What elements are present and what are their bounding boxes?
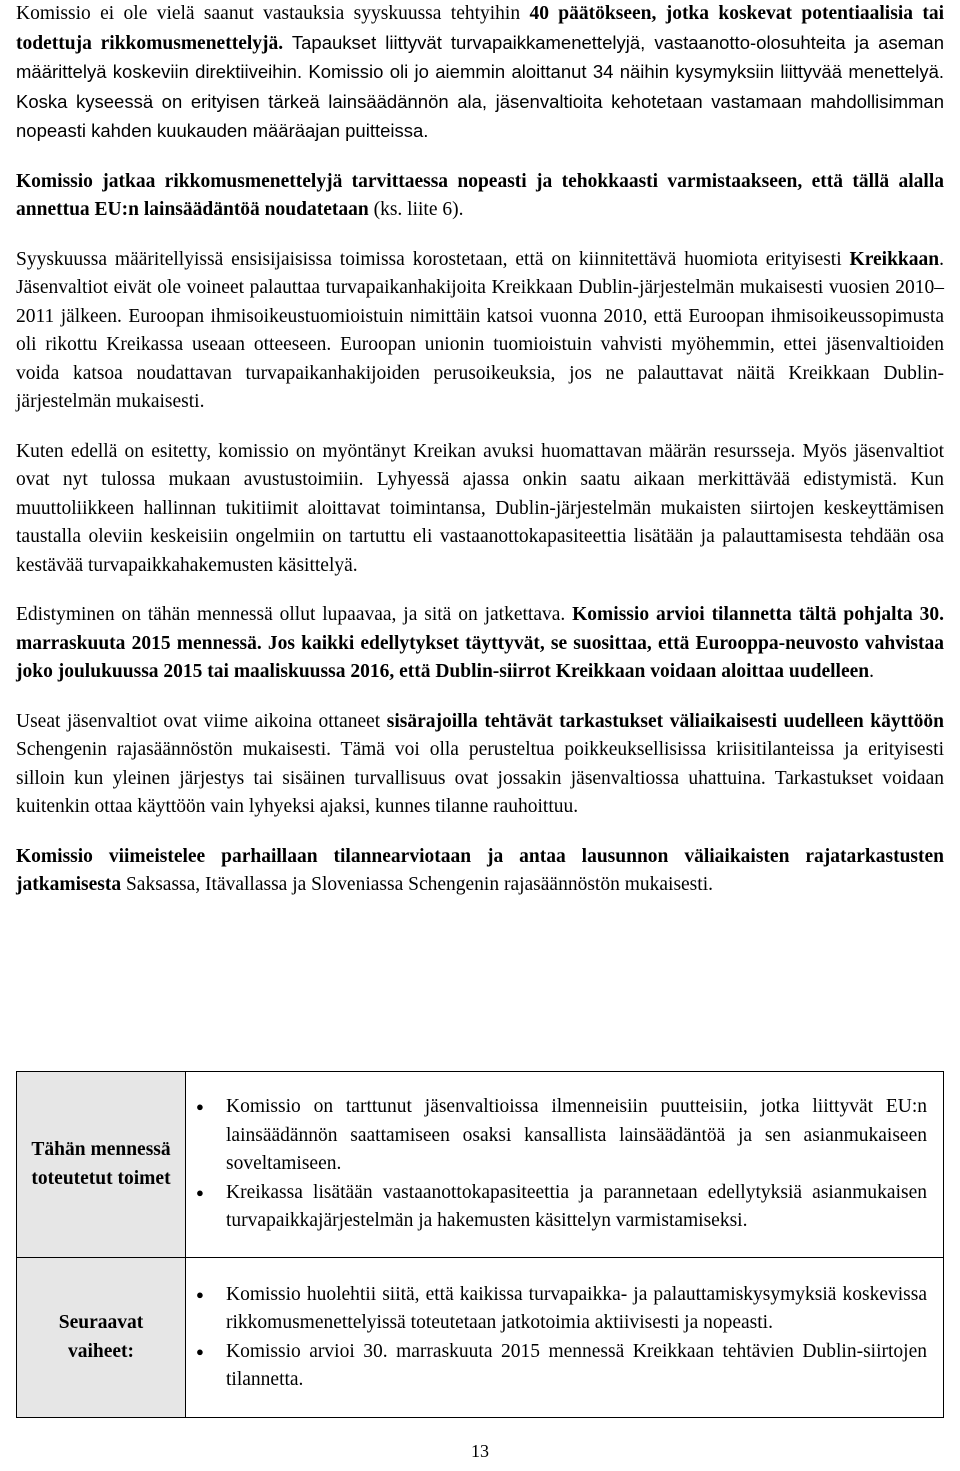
list-item: ● Komissio arvioi 30. marraskuuta 2015 mennessä Kreikkaan tehtävien Dublin-siirtojen tilannetta. (226, 1338, 927, 1395)
bold-text-run: sisärajoilla tehtävät tarkastukset väliaikaisesti uudelleen käyttöön (386, 710, 944, 732)
label-done-actions: Tähän mennessä toteutetut toimet (17, 1072, 186, 1258)
bold-text-run: Komissio arvioi tilannetta tältä pohjalta 30. marraskuuta 2015 mennessä. Jos kaikki edellytykset täyttyvät, se suosittaa, että Eurooppa-neuvosto vahvistaa joko joulukuussa 2015 tai maaliskuussa 2016, että Dublin-siirrot Kreikkaan voidaan aloittaa uudelleen (16, 604, 944, 682)
done-actions-list (186, 1093, 927, 1236)
text-run: (ks. liite 6). (368, 199, 464, 220)
next-steps-cell (186, 1258, 944, 1418)
bold-text-run: 40 päätökseen, jotka koskevat potentiaalisia tai todettuja rikkomusmenettelyjä. (16, 3, 944, 54)
paragraph-greece-resources: Kuten edellä on esitetty, komissio on myöntänyt Kreikan avuksi huomattavan määrän resursseja. Myös jäsenvaltiot ovat nyt tulossa mukaan avustustoimiin. Lyhyessä ajassa onkin saatu aikaan merkittävää edistymistä. Kun muuttoliikkeen hallinnan tukitiimit aloittavat toimintansa, Dublin-järjestelmän mukaisten siirtojen keskeyttämisen taustalla oleviin keskeisiin ongelmiin on tartuttu eli vastaanottokapasiteettia lisätään ja palauttamisesta tehdään osa kestävää turvapaikkahakemusten käsittelyä. (16, 440, 944, 576)
text-run: . (869, 661, 874, 682)
bold-text-run: Komissio jatkaa rikkomusmenettelyjä tarvittaessa nopeasti ja tehokkaasti varmistaakseen, että tällä alalla annettua EU:n lainsäädäntöä noudatetaan (16, 170, 944, 220)
bold-text-run: Kreikkaan (849, 248, 940, 270)
paragraph-dublin-assessment (16, 601, 944, 687)
table-row-done (17, 1072, 944, 1258)
done-actions-cell (186, 1072, 944, 1258)
list-item: ● Kreikassa lisätään vastaanottokapasiteettia ja parannetaan edellytyksiä asianmukaisen turvapaikkajärjestelmän ja hakemusten käsittelyn varmistamiseksi. (226, 1179, 927, 1236)
bold-text-run: Komissio viimeistelee parhaillaan tilannearviotaan ja antaa lausunnon väliaikaisten rajatarkastusten jatkamisesta (16, 845, 944, 895)
paragraph-infringement-replies (16, 0, 944, 147)
text-run: . Jäsenvaltiot eivät ole voineet palauttaa turvapaikanhakijoita Kreikkaan Dublin-järjestelmän mukaisesti vuosien 2010–2011 jälkeen. Euroopan ihmisoikeustuomioistuin nimittäin katsoi vuonna 2010, että Euroopan ihmisoikeussopimusta oli rikottu Kreikassa useaan otteeseen. Euroopan unionin tuomioistuin vahvisti myöhemmin, ettei jäsenvaltioiden voida katsoa noudattavan turvapaikanhakijoiden perusoikeuksia, jos ne palauttavat näitä Kreikkaan Dublin-järjestelmän mukaisesti. (16, 248, 944, 412)
text-run: Syyskuussa määritellyissä ensisijaisissa toimissa korostetaan, että on kiinnitettävä huomiota erityisesti (16, 248, 850, 270)
body-text (16, 0, 944, 921)
paragraph-infringement-continue (16, 168, 944, 225)
text-run: Saksassa, Itävallassa ja Sloveniassa Schengenin rajasäännöstön mukaisesti. (121, 874, 713, 895)
text-run-sans: Tapaukset liittyvät turvapaikkamenettelyjä, vastaanotto-olosuhteita ja aseman määrittelyä koskeviin direktiiveihin. Komissio oli jo aiemmin aloittanut 34 näihin kysymyksiin liittyvää menettelyä. Koska kyseessä on erityisen tärkeä lainsäädännön ala, jäsenvaltioita kehotetaan vastamaan mahdollisimman nopeasti kahden kuukauden määräajan puitteissa. (16, 31, 944, 141)
page-number: 13 (471, 1441, 489, 1461)
text-run: Komissio ei ole vielä saanut vastauksia syyskuussa tehtyihin (16, 3, 530, 24)
label-next-steps: Seuraavat vaiheet: (17, 1258, 186, 1418)
paragraph-greece-priority (16, 246, 944, 417)
paragraph-internal-border-controls (16, 708, 944, 822)
text-run: Useat jäsenvaltiot ovat viime aikoina ottaneet (16, 710, 387, 732)
table-row-next (17, 1258, 944, 1418)
next-steps-list (186, 1281, 927, 1395)
text-run: Schengenin rajasäännöstön mukaisesti. Tämä voi olla perusteltua poikkeuksellisissa kriisitilanteissa ja erityisesti silloin kun yleinen järjestys tai sisäinen turvallisuus ovat jossakin jäsenvaltiossa uhattuina. Tarkastukset voidaan kuitenkin ottaa käyttöön vain lyhyeksi ajaksi, kunnes tilanne rauhoittuu. (16, 739, 944, 817)
paragraph-border-control-opinion (16, 843, 944, 900)
list-item: ● Komissio on tarttunut jäsenvaltioissa ilmenneisiin puutteisiin, jotka liittyvät EU:n lainsäädännön saattamiseen osaksi kansallista lainsäädäntöä ja sen asianmukaiseen soveltamiseen. (226, 1093, 927, 1179)
text-run: Edistyminen on tähän mennessä ollut lupaavaa, ja sitä on jatkettava. (16, 604, 573, 625)
list-item: ● Komissio huolehtii siitä, että kaikissa turvapaikka- ja palauttamiskysymyksiä koskevissa rikkomusmenettelyissä toteutetaan jatkotoimia aktiivisesti ja nopeasti. (226, 1281, 927, 1338)
actions-summary-table (16, 1071, 944, 1418)
